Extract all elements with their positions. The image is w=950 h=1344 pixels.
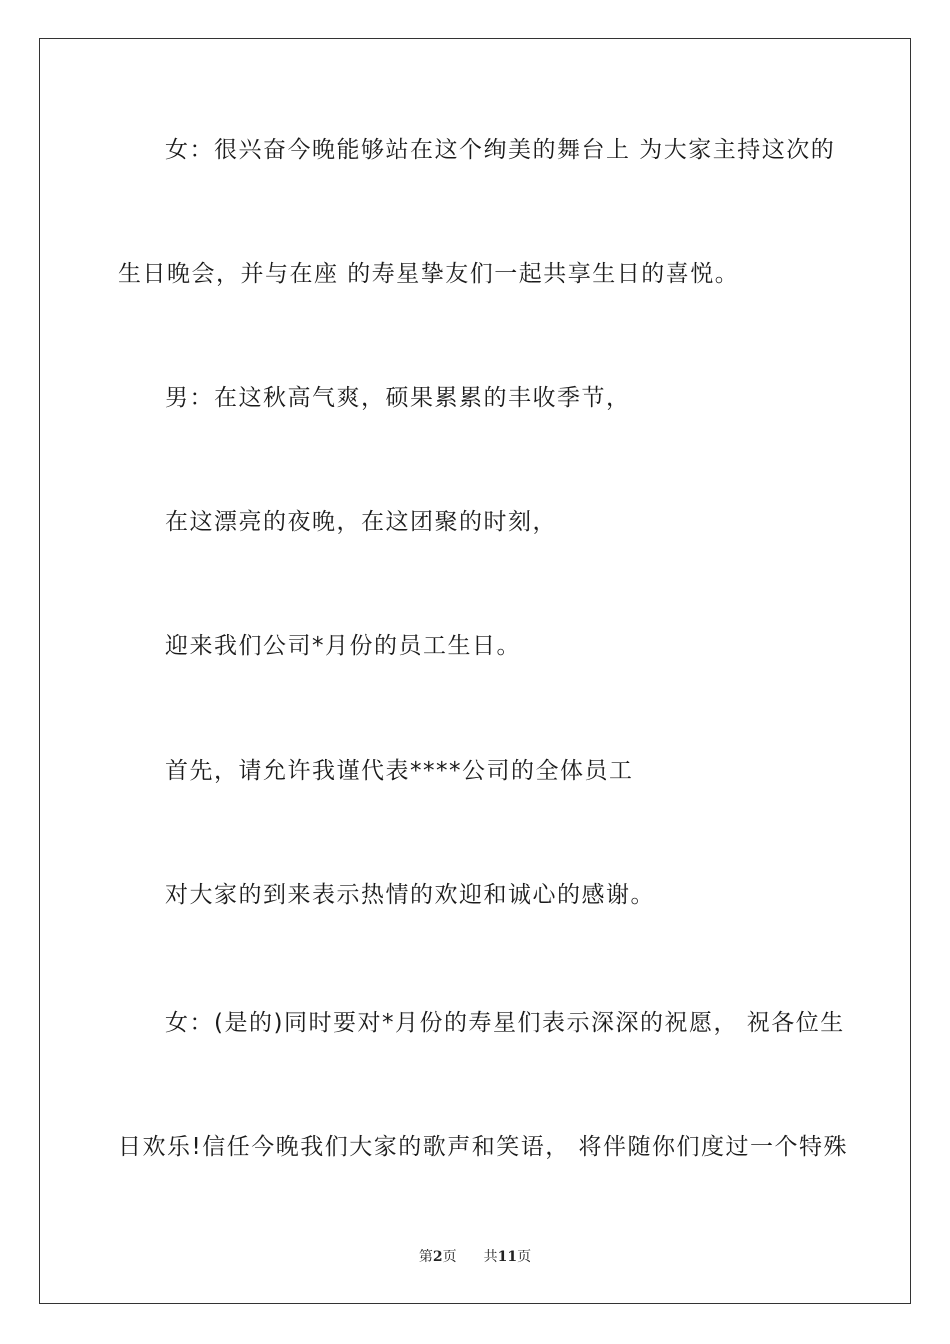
footer-page-number: 2 xyxy=(432,1249,443,1265)
text-line-3: 男：在这秋高气爽，硕果累累的丰收季节， xyxy=(165,385,631,411)
text-line-9: 日欢乐!信任今晚我们大家的歌声和笑语， 将伴随你们度过一个特殊 xyxy=(118,1134,849,1160)
footer-total-pages: 11 xyxy=(497,1249,518,1265)
text-line-6: 首先，请允许我谨代表****公司的全体员工 xyxy=(165,758,634,784)
footer-page-suffix: 页 xyxy=(442,1249,457,1265)
footer-page-prefix: 第 xyxy=(418,1249,433,1265)
text-line-2: 生日晚会，并与在座 的寿星挚友们一起共享生日的喜悦。 xyxy=(118,261,740,287)
text-line-4: 在这漂亮的夜晚，在这团聚的时刻， xyxy=(165,509,557,535)
text-line-1: 女：很兴奋今晚能够站在这个绚美的舞台上 为大家主持这次的 xyxy=(165,137,836,163)
text-line-8: 女：(是的)同时要对*月份的寿星们表示深深的祝愿， 祝各位生 xyxy=(165,1010,845,1036)
text-line-5: 迎来我们公司*月份的员工生日。 xyxy=(165,633,521,659)
page-border xyxy=(39,38,911,1304)
footer-total-prefix: 共 xyxy=(483,1249,498,1265)
page-footer xyxy=(0,1246,950,1266)
text-line-7: 对大家的到来表示热情的欢迎和诚心的感谢。 xyxy=(165,882,655,908)
footer-total-suffix: 页 xyxy=(517,1249,532,1265)
